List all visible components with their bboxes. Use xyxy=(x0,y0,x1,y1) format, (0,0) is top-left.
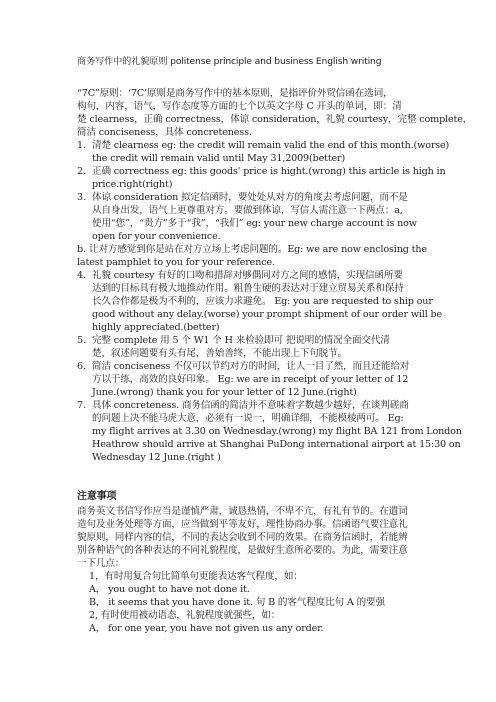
sub-line: A， for one year, you have not given us any order. xyxy=(89,623,324,634)
item-line: 方以干练，高效的良好印象。 Eg: we are in receipt of your letter of 12 xyxy=(92,374,409,385)
item-line: Wednesday 12 June.(right ) xyxy=(92,452,221,463)
intro-line: 楚 clearness，正确 correctness，体谅 consideration，礼貌 courtesy，完整 complete， xyxy=(77,114,473,125)
item-line: highly appreciated.(better) xyxy=(92,322,220,333)
notes-line: 别各种语气的各种表达的不同礼貌程度，是做好生意所必要的。为此，需要注意 xyxy=(77,545,408,556)
item-line: 完整 complete 用 5 个 W1 个 H 来检验即可 把说明的情况全面交代清 xyxy=(92,335,390,346)
item-line: 具体 concreteness. 商务信函的简洁并不意味着字数越少越好，在谈判磋商 xyxy=(92,400,409,411)
sub-line: B， it seems that you have done it. 句 B 的客气程度比句 A 的要强 xyxy=(89,597,385,608)
notes-line: 貌原则，同样内容的信，不同的表达会收到不同的效果。在商务信函时，若能辨 xyxy=(77,532,408,543)
item-line: 清楚 clearness eg: the credit will remain valid the end of this month.(worse) xyxy=(92,140,450,151)
item-line: June.(wrong) thank you for your letter of 12 June.(right) xyxy=(92,387,357,398)
item-line: Heathrow should arrive at Shanghai PuDong international airport at 15:30 on xyxy=(92,439,461,450)
item-line: 楚，叙述问题要有头有尾，善始善终，不能出现上下句脱节。 xyxy=(92,348,347,359)
item-line: 从自身出发，语气上更尊重对方。要做到体谅，写信人需注意一下两点：a, xyxy=(92,205,403,216)
item-line: the credit will remain valid until May 31,2009(better) xyxy=(92,153,346,164)
item-line: my flight arrives at 3.30 on Wednesday.(wrong) my flight BA 121 from London xyxy=(92,426,462,437)
item-number: 4. xyxy=(77,270,87,281)
doc-title: 商务写作中的礼貌原则 politense principle and business English writing xyxy=(77,56,382,67)
item-line: 让对方感觉到你是站在对方立场上考虑问题的。Eg: we are now enclosing the xyxy=(89,244,427,255)
item-number: 6. xyxy=(77,361,87,372)
notes-line: 一下几点： xyxy=(77,558,125,569)
item-line: 的问题上决不能马虎大意，必须有一说一，明确详细，不能模棱两可。 Eg: xyxy=(92,413,404,424)
intro-line: 构句，内容，语气，写作态度等方面的七个以英文字母 C 开头的单词，即：清 xyxy=(77,101,402,112)
notes-heading: 注意事项 xyxy=(77,491,117,502)
item-number: 5. xyxy=(77,335,87,346)
sub-line: 1，有时用复合句比简单句更能表达客气程度，如： xyxy=(89,571,303,582)
item-number: 7. xyxy=(77,400,87,411)
item-number: 1. xyxy=(77,140,87,151)
item-line: 使用“您”，“贵方”多于“我”，“我们” eg: your new charge account is now xyxy=(92,218,417,229)
item-line: price.right(right) xyxy=(92,179,173,190)
item-line: 长久合作都是极为不利的，应该力求避免。 Eg: you are requested to ship our xyxy=(92,296,433,307)
item-line: 礼貌 courtesy 有好的口吻和措辞对够偶同对方之间的感情，实现信函所要 xyxy=(92,270,403,281)
sub-line: 2, 有时使用被动语态，礼貌程度就强些，如： xyxy=(89,610,281,621)
item-line: open for your convenience. xyxy=(92,231,221,242)
item-line: latest pamphlet to you for your reference. xyxy=(77,257,275,268)
item-line: 正确 correctness eg: this goods' price is hight.(wrong) this article is high in xyxy=(92,166,446,177)
notes-line: 造句及业务处理等方面，应当做到平等友好，理性协商办事。信函语气要注意礼 xyxy=(77,519,408,530)
item-number: 3. xyxy=(77,192,87,203)
item-line: good without any delay.(worse) your prompt shipment of our order will be xyxy=(92,309,443,320)
item-number: 2. xyxy=(77,166,87,177)
item-line: 简洁 conciseness 不仅可以节约对方的时间，让人一目了然，而且还能给对 xyxy=(92,361,410,372)
intro-line: 简洁 conciseness，具体 concreteness. xyxy=(77,127,252,138)
sub-line: A， you ought to have not done it. xyxy=(89,584,250,595)
item-number: b. xyxy=(77,244,87,255)
item-line: 体谅 consideration 拟定信函时，要处处从对方的角度去考虑问题，而不是 xyxy=(92,192,408,203)
intro-line: “7C”原则：‘7C’原则是商务写作中的基本原则，是指评价外贸信函在选词， xyxy=(77,88,393,99)
item-line: 达到的目标具有极大地推动作用。粗鲁生硬的表达对于建立贸易关系和保持 xyxy=(92,283,404,294)
notes-line: 商务英文书信写作应当是谨慎严肃，诚恳热情，不卑不亢，有礼有节的。在遣词 xyxy=(77,506,408,517)
